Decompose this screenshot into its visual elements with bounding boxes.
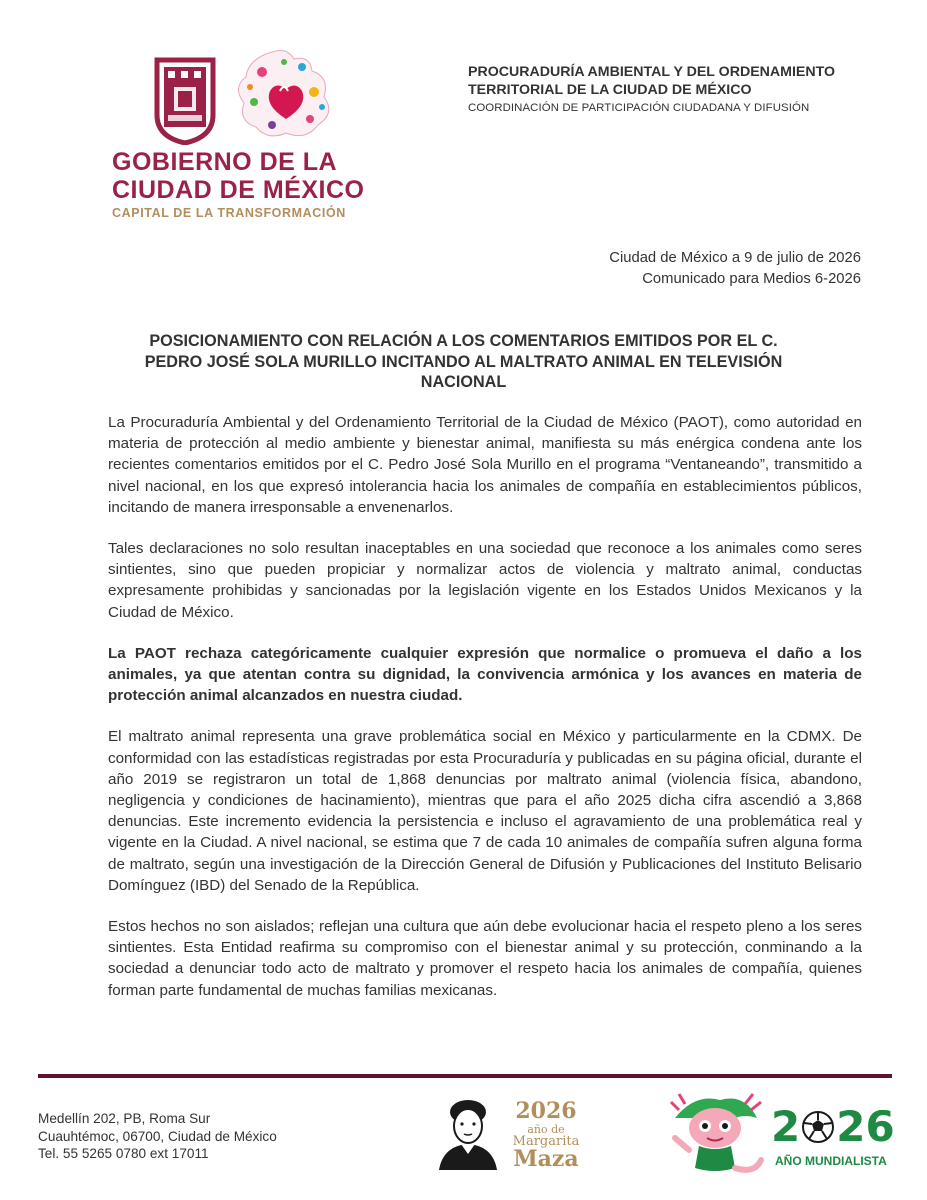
mundial-2026-logo: [665, 1088, 895, 1180]
mundial-year-digits-26: 26: [836, 1102, 895, 1151]
footer-divider: [38, 1074, 892, 1078]
mundial-year-digit-2: 2: [771, 1102, 801, 1151]
margarita-maza-portrait-icon: [433, 1098, 503, 1170]
margarita-line1: año de: [527, 1123, 565, 1136]
paragraph-5: Estos hechos no son aislados; reflejan una cultura que aún debe evolucionar hacia el respeto pleno a los seres sintientes. Esta Entidad reafirma su compromiso con el bienestar animal y su protección, conminando a la sociedad a denunciar todo acto de maltrato y promover el respeto hacia los animales de compañía, quienes forman parte fundamental de muchas familias mexicanas.: [108, 918, 862, 999]
footer-address: [38, 1110, 277, 1163]
cdmx-map-heart-icon: [232, 47, 342, 142]
address-line1: Medellín 202, PB, Roma Sur: [38, 1111, 211, 1126]
paragraph-4: El maltrato animal representa una grave problemática social en México y particularmente en la CDMX. De conformidad con las estadísticas registradas por esta Procuraduría y publicadas en su página oficial, durante el año 2019 se registraron un total de 1,868 denuncias por maltrato animal (violencia física, abandono, negligencia y condiciones de hacinamiento), mientras que para el año 2025 dicha cifra ascendió a 3,868 denuncias. Este incremento evidencia la persistencia e incluso el agravamiento de una problemática real y vigente en la Ciudad. A nivel nacional, se estima que 7 de cada 10 animales de compañía sufren alguna forma de maltrato, según una investigación de la Dirección General de Difusión y Publicaciones del Instituto Belisario Domínguez (IBD) del Senado de la República.: [108, 728, 862, 894]
margarita-year: 2026: [515, 1098, 577, 1124]
axolotl-mascot-icon: [665, 1088, 765, 1180]
cdmx-government-logo: [112, 45, 372, 225]
paragraph-3-emphasis: La PAOT rechaza categóricamente cualquier expresión que normalice o promueva el daño a los animales, ya que atentan contra su dignidad, la convivencia armónica y los avances en materia de protección animal alcanzados en nuestra ciudad.: [108, 644, 862, 705]
organization-header: [468, 63, 878, 114]
paragraph-2: Tales declaraciones no solo resultan inaceptables en una sociedad que reconoce a los animales como seres sintientes, sino que pueden propiciar y normalizar actos de violencia y maltrato animal, conductas expresamente prohibidas y sancionadas por la legislación vigente en los Estados Unidos Mexicanos y la Ciudad de México.: [108, 540, 862, 621]
document-title: POSICIONAMIENTO CON RELACIÓN A LOS COMENTARIOS EMITIDOS POR EL C. PEDRO JOSÉ SOLA MURILLO INCITANDO AL MALTRATO ANIMAL EN TELEVISIÓN NACIONAL: [144, 332, 783, 391]
phone: Tel. 55 5265 0780 ext 17011: [38, 1146, 209, 1161]
document-body: [108, 412, 862, 1021]
mundial-caption: AÑO MUNDIALISTA: [775, 1154, 887, 1168]
release-number: Comunicado para Medios 6-2026: [642, 271, 861, 287]
margarita-maza-logo: [433, 1098, 583, 1170]
government-name-line1: GOBIERNO DE LA: [112, 148, 338, 176]
margarita-line3: Maza: [513, 1146, 579, 1172]
paragraph-1: La Procuraduría Ambiental y del Ordenamiento Territorial de la Ciudad de México (PAOT), como autoridad en materia de protección al medio ambiente y bienestar animal, manifiesta su más enérgica condena ante los recientes comentarios emitidos por el C. Pedro José Sola Murillo en el programa “Ventaneando”, transmitido a nivel nacional, en los que expresó intolerancia hacia los animales de compañía en establecimientos públicos, incitando de manera irresponsable a envenenarlos.: [108, 414, 862, 516]
soccer-ball-icon: [801, 1110, 835, 1144]
government-slogan: CAPITAL DE LA TRANSFORMACIÓN: [112, 206, 346, 220]
organization-subdivision: COORDINACIÓN DE PARTICIPACIÓN CIUDADANA Y DIFUSIÓN: [468, 102, 810, 114]
dateline: [609, 248, 861, 290]
cdmx-shield-icon: [154, 57, 216, 145]
margarita-line2: Margarita: [512, 1134, 580, 1149]
government-name-line2: CIUDAD DE MÉXICO: [112, 176, 365, 204]
place-date: Ciudad de México a 9 de julio de 2026: [609, 250, 861, 266]
organization-name: PROCURADURÍA AMBIENTAL Y DEL ORDENAMIENTO TERRITORIAL DE LA CIUDAD DE MÉXICO: [468, 64, 836, 98]
address-line2: Cuauhtémoc, 06700, Ciudad de México: [38, 1128, 277, 1144]
